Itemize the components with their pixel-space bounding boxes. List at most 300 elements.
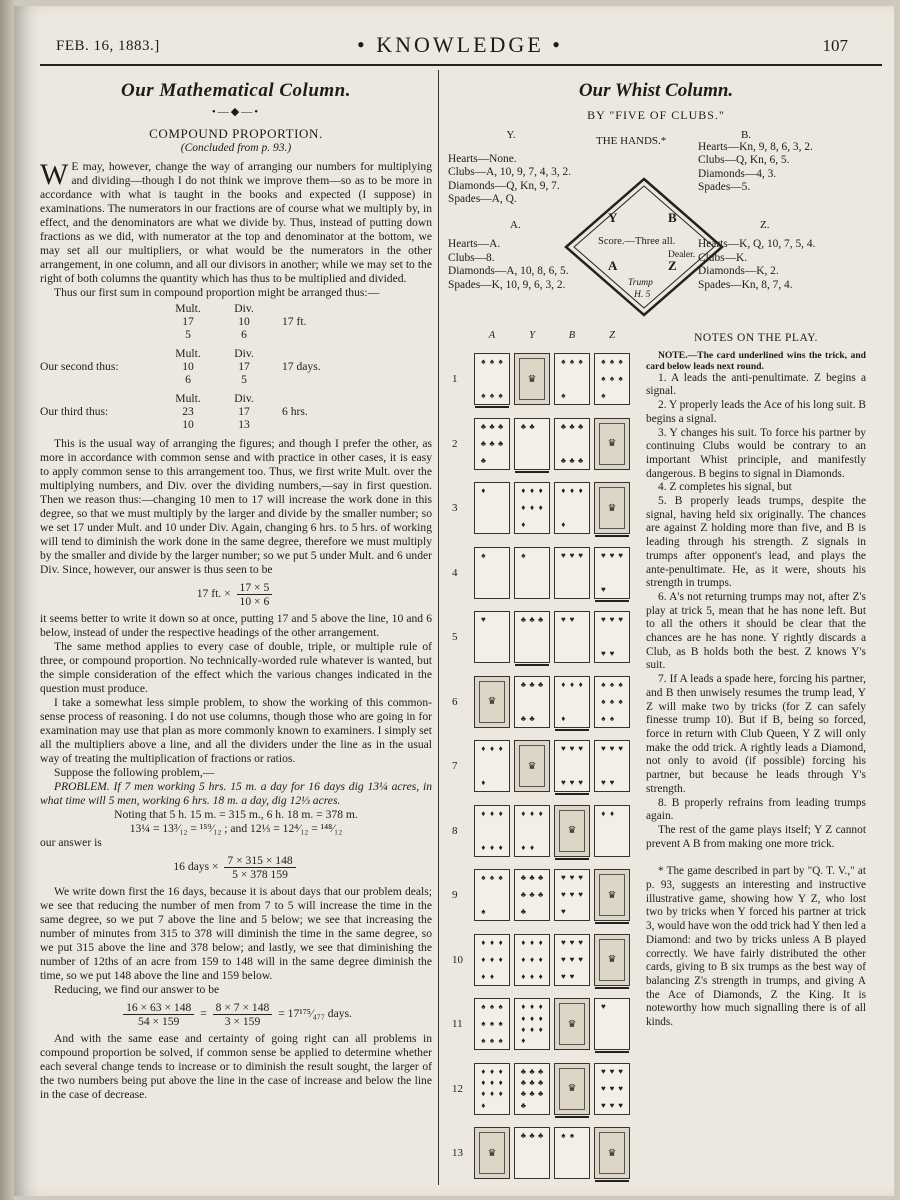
suit-pip-icon: ♥ (569, 890, 575, 900)
suit-pip-icon: ♦ (561, 486, 566, 496)
suit-pip-icon: ♥ (600, 1002, 606, 1012)
suit-pip-icon: ♦ (538, 937, 543, 947)
formula-2: 16 days × $\frac{7 \times 315 \times 148}{5 \times 378 159}$ (40, 854, 432, 881)
suit-pip-icon: ♦ (498, 954, 503, 964)
suit-pip-icon: ♦ (561, 679, 566, 689)
table-cell (40, 302, 160, 315)
suit-pip-icon: ♣ (529, 421, 535, 431)
suit-pip-icon: ♣ (529, 713, 535, 723)
suit-pip-icon: ♦ (529, 971, 535, 981)
court-figure-icon: ♛ (599, 487, 625, 529)
card-pips (519, 874, 545, 916)
suit-pip-icon: ♥ (609, 778, 615, 788)
card-pips (479, 810, 505, 852)
court-figure-icon: ♛ (599, 1132, 625, 1174)
court-figure-icon: ♛ (599, 874, 625, 916)
suit-pip-icon: ♣ (538, 1131, 544, 1141)
suit-pip-icon: ♣ (489, 438, 495, 448)
playing-card (594, 547, 630, 599)
suit-pip-icon: ♦ (538, 971, 543, 981)
suit-pip-icon: ♣ (520, 713, 526, 723)
court-card (514, 353, 550, 405)
suit-pip-icon: ♦ (521, 1036, 526, 1046)
table-cell: Our second thus: (40, 360, 119, 373)
paragraph: our answer is (40, 836, 102, 849)
drop-cap: W (40, 158, 69, 191)
play-note: The rest of the game plays itself; Y Z cannot prevent A B from making one more trick. (646, 823, 866, 850)
playing-card (514, 611, 550, 663)
suit-pip-icon: ♠ (618, 374, 623, 384)
trick-row (446, 734, 636, 799)
suit-pip-icon: ♣ (538, 873, 544, 883)
suit-pip-icon: ♦ (481, 808, 486, 818)
card-pips (479, 1003, 505, 1045)
trick-row (446, 799, 636, 864)
card-pips (519, 681, 545, 723)
suit-pip-icon: ♦ (481, 744, 486, 754)
suit-pip-icon: ♦ (529, 954, 535, 964)
hand-line: Hearts—Kn, 9, 8, 6, 3, 2. (698, 141, 813, 153)
play-note: 6. A's not returning trumps may not, after Z's play at trick 5, mean that he has none left. But to all the others it should be clear that the chances are he has none. Y rightly discards a Club, as B holds both the best. Z knows Y's suit. (646, 590, 866, 672)
table-cell: 17 (182, 315, 194, 328)
playing-card (554, 1127, 590, 1179)
table-cell: 5 (185, 328, 191, 341)
table-cell (272, 418, 432, 431)
suit-pip-icon: ♦ (538, 808, 543, 818)
table-cell (40, 418, 160, 431)
playing-card (514, 1063, 550, 1115)
play-note: 5. B properly leads trumps, despite the signal, having held six originally. The chances are against Z holding more than five, and B is leading through his strength. Z signals in trumps after opponent's lead, and plays the ante-penultimate. He, as it were, shouts his strength in trumps. (646, 495, 866, 590)
suit-pip-icon: ♣ (578, 455, 584, 465)
trick-row (446, 476, 636, 541)
suit-pip-icon: ♥ (569, 971, 575, 981)
table-cell (40, 373, 160, 386)
hand-line: Spades—A, Q. (448, 193, 517, 206)
hand-line: Clubs—A, 10, 9, 7, 4, 3, 2. (448, 166, 572, 179)
suit-pip-icon: ♥ (600, 615, 606, 625)
suit-pip-icon: ♣ (560, 455, 566, 465)
card-pips (519, 616, 545, 658)
suit-pip-icon: ♦ (481, 937, 486, 947)
playing-card (514, 805, 550, 857)
trick-number: 9 (452, 889, 458, 902)
suit-pip-icon: ♣ (538, 1089, 544, 1099)
suit-pip-icon: ♣ (538, 1078, 544, 1088)
table-cell (272, 302, 432, 315)
suit-pip-icon: ♦ (529, 1013, 535, 1023)
suit-pip-icon: ♦ (489, 1078, 495, 1088)
play-note: 7. If A leads a spade here, forcing his partner, and B then unwisely resumes the trump lead, Y Z will make two by tricks (for Z can safely finesse trump 10). But if B, being so forced, force in return with Club Queen, Y Z will only make the odd trick. A rightly leads a Diamond, not only to avoid (if possible) forcing his partner, but because he leads through Y's strength. (646, 673, 866, 795)
suit-pip-icon: ♥ (609, 550, 615, 560)
suit-pip-icon: ♥ (560, 744, 566, 754)
page-number: 107 (822, 36, 848, 55)
court-figure-icon: ♛ (599, 423, 625, 465)
table-cell: Mult. (175, 302, 201, 315)
trump-card: H. 5 (634, 290, 651, 300)
continued-note: (Concluded from p. 93.) (180, 142, 292, 154)
table-cell: Our third thus: (40, 405, 109, 418)
paragraph: Noting that 5 h. 15 m. = 315 m., 6 h. 18 m. = 378 m. (114, 808, 358, 821)
hand-line: Diamonds—K, 2. (698, 265, 779, 278)
suit-pip-icon: ♥ (480, 615, 486, 625)
suit-pip-icon: ♦ (521, 520, 526, 530)
suit-pip-icon: ♠ (481, 907, 486, 917)
playing-card (554, 547, 590, 599)
table-cell: 6 (241, 328, 247, 341)
court-figure-icon: ♛ (479, 1132, 505, 1174)
card-pips (599, 616, 625, 658)
suit-pip-icon: ♣ (520, 679, 526, 689)
hand-y (448, 153, 571, 207)
suit-pip-icon: ♦ (481, 954, 486, 964)
suit-pip-icon: ♥ (618, 1066, 624, 1076)
suit-pip-icon: ♦ (521, 503, 526, 513)
paragraph: I take a somewhat less simple problem, to show the working of this common-sense process of reasoning. I do not use columns, though those who are going in for examination may use that plan as more commonly known to examiners. I simply set all the multipliers above a line, and all the dividers under the line as in the usual way of treating the multiplication of fractions or ratios. (40, 696, 432, 765)
hand-line: Spades—K, 10, 9, 6, 3, 2. (448, 278, 566, 291)
suit-pip-icon: ♠ (481, 550, 486, 560)
court-card (594, 934, 630, 986)
suit-pip-icon: ♥ (578, 873, 584, 883)
hand-z: Z. Hearts—K, Q, 10, 7, 5, 4. Clubs—K. Diamonds—K, 2. Spades—Kn, 8, 7, 4. (698, 219, 816, 291)
suit-pip-icon: ♣ (538, 1066, 544, 1076)
playing-card (474, 482, 510, 534)
formula-3: $\frac{16 \times 63 \times 148}{54 \times 159}$ = $\frac{8 \times 7 \times 148}{3 \times 159}$ = 17¹⁷⁵⁄₄₇₇ days. (40, 1001, 432, 1028)
table-cell (40, 347, 160, 360)
card-pips (559, 423, 585, 465)
card-pips (559, 552, 585, 594)
suit-pip-icon: ♠ (481, 1002, 486, 1012)
mathematical-column (40, 72, 432, 1187)
suit-pip-icon: ♦ (481, 486, 486, 496)
suit-pip-icon: ♥ (609, 744, 615, 754)
suit-pip-icon: ♥ (618, 744, 624, 754)
suit-pip-icon: ♠ (561, 391, 566, 401)
card-pips (559, 487, 585, 529)
suit-pip-icon: ♦ (489, 808, 495, 818)
suit-pip-icon: ♠ (561, 357, 566, 367)
court-card (554, 998, 590, 1050)
suit-pip-icon: ♦ (529, 1024, 535, 1034)
suit-pip-icon: ♣ (520, 1078, 526, 1088)
paragraph: 13¼ = 13³⁄₁₂ = ¹⁵⁹⁄₁₂ ; and 12⅓ = 12⁴⁄₁₂ = ¹⁴⁸⁄₁₂ (129, 822, 343, 835)
journal-title: • KNOWLEDGE • (357, 32, 563, 57)
suit-pip-icon: ♠ (601, 374, 606, 384)
suit-pip-icon: ♣ (538, 890, 544, 900)
suit-pip-icon: ♣ (520, 421, 526, 431)
playing-card (474, 740, 510, 792)
table-cell (272, 373, 432, 386)
playing-card (474, 547, 510, 599)
paragraph: it seems better to write it down so at once, putting 17 and 5 above the line, 10 and 6 below, instead of under the respective headings of the other arrangement. (40, 612, 432, 639)
suit-pip-icon: ♦ (529, 503, 535, 513)
court-figure-icon: ♛ (479, 681, 505, 723)
suit-pip-icon: ♥ (560, 890, 566, 900)
suit-pip-icon: ♥ (600, 778, 606, 788)
play-note: 3. Y changes his suit. To force his partner by continuing Clubs would be contrary to an important Whist principle, and manifestly dangerous. B begins to signal in Diamonds. (646, 426, 866, 480)
tricks-grid (446, 330, 636, 1186)
suit-pip-icon: ♦ (538, 1013, 543, 1023)
running-head (40, 32, 880, 58)
suit-pip-icon: ♠ (609, 357, 615, 367)
playing-card (514, 998, 550, 1050)
trick-number: 11 (452, 1018, 463, 1031)
suit-pip-icon: ♦ (569, 679, 575, 689)
suit-pip-icon: ♣ (498, 438, 504, 448)
playing-card (594, 740, 630, 792)
trick-number: 7 (452, 760, 458, 773)
playing-card (514, 676, 550, 728)
suit-pip-icon: ♦ (529, 1002, 535, 1012)
suit-pip-icon: ♣ (538, 679, 544, 689)
trick-number: 1 (452, 373, 458, 386)
playing-card (514, 1127, 550, 1179)
header-rule (40, 64, 882, 66)
suit-pip-icon: ♥ (618, 1100, 624, 1110)
suit-pip-icon: ♣ (520, 873, 526, 883)
suit-pip-icon: ♦ (578, 679, 583, 689)
suit-pip-icon: ♥ (600, 584, 606, 594)
card-pips (479, 423, 505, 465)
card-pips (599, 1003, 625, 1045)
playing-card (474, 869, 510, 921)
playing-card (474, 805, 510, 857)
suit-pip-icon: ♦ (609, 808, 615, 818)
suit-pip-icon: ♥ (569, 550, 575, 560)
hands-title: THE HANDS.* (596, 135, 667, 147)
paragraph: The same method applies to every case of double, triple, or multiple rule of three, or compound proportion. No technically-worded rule whatever is wanted, but the simple consideration of the effect which the various changes indicated in the question must produce. (40, 640, 432, 695)
table-cell: 17 (238, 405, 250, 418)
playing-card (594, 805, 630, 857)
hand-line: Hearts—None. (448, 153, 517, 165)
table-cell (272, 392, 432, 405)
paragraph: Reducing, we find our answer to be (54, 983, 220, 996)
playing-card (594, 998, 630, 1050)
trick-number: 5 (452, 631, 458, 644)
card-pips (519, 423, 545, 465)
suit-pip-icon: ♦ (529, 842, 535, 852)
hand-line: Hearts—A. (448, 238, 501, 251)
table-cell: 17 ft. (282, 315, 307, 328)
suit-pip-icon: ♥ (609, 615, 615, 625)
suit-pip-icon: ♠ (609, 679, 615, 689)
trick-row (446, 412, 636, 477)
suit-pip-icon: ♥ (618, 615, 624, 625)
suit-pip-icon: ♥ (609, 1066, 615, 1076)
spacer (452, 330, 472, 341)
suit-pip-icon: ♠ (481, 873, 486, 883)
playing-card (514, 482, 550, 534)
column-heading: Our Mathematical Column. (120, 80, 352, 101)
suit-pip-icon: ♣ (520, 907, 526, 917)
suit-pip-icon: ♠ (498, 1019, 503, 1029)
trick-row (446, 992, 636, 1057)
seat-z: Z (668, 258, 677, 273)
suit-pip-icon: ♥ (600, 1100, 606, 1110)
card-pips (599, 358, 625, 400)
suit-pip-icon: ♦ (538, 486, 543, 496)
trick-number: 6 (452, 695, 458, 708)
trick-number: 8 (452, 824, 458, 837)
suit-pip-icon: ♥ (609, 1100, 615, 1110)
table-cell: Div. (234, 302, 254, 315)
playing-card (514, 869, 550, 921)
suit-pip-icon: ♠ (561, 1131, 566, 1141)
table-cell (272, 347, 432, 360)
suit-pip-icon: ♠ (489, 1002, 495, 1012)
playing-card (594, 676, 630, 728)
card-pips (559, 939, 585, 981)
card-pips (479, 552, 505, 594)
table-cell: 10 (182, 360, 194, 373)
suit-pip-icon: ♦ (489, 954, 495, 964)
suit-pip-icon: ♣ (529, 873, 535, 883)
suit-pip-icon: ♠ (601, 357, 606, 367)
court-card (594, 1127, 630, 1179)
suit-pip-icon: ♠ (489, 391, 495, 401)
card-pips (479, 874, 505, 916)
play-note: 8. B properly refrains from leading trumps again. (646, 796, 866, 823)
suit-pip-icon: ♦ (529, 937, 535, 947)
seat-y: Y (608, 210, 618, 225)
card-pips (559, 1132, 585, 1174)
suit-pip-icon: ♠ (481, 357, 486, 367)
card-pips (479, 358, 505, 400)
suit-pip-icon: ♦ (489, 937, 495, 947)
card-pips (519, 810, 545, 852)
suit-pip-icon: ♥ (560, 907, 566, 917)
notes-title: NOTES ON THE PLAY. (694, 332, 818, 344)
suit-pip-icon: ♠ (481, 1036, 486, 1046)
suit-pip-icon: ♠ (569, 357, 575, 367)
seat-b: B (668, 210, 677, 225)
suit-pip-icon: ♣ (529, 679, 535, 689)
byline: BY "FIVE OF CLUBS." (587, 108, 725, 122)
suit-pip-icon: ♣ (520, 890, 526, 900)
court-card (554, 805, 590, 857)
card-pips (559, 681, 585, 723)
suit-pip-icon: ♣ (520, 1131, 526, 1141)
suit-pip-icon: ♥ (560, 550, 566, 560)
hand-line: Diamonds—4, 3. (698, 167, 777, 180)
suit-pip-icon: ♦ (561, 520, 566, 530)
suit-pip-icon: ♠ (609, 696, 615, 706)
hand-line: Diamonds—A, 10, 8, 6, 5. (448, 265, 569, 278)
card-pips (479, 939, 505, 981)
suit-pip-icon: ♦ (521, 1024, 526, 1034)
suit-pip-icon: ♠ (498, 1002, 503, 1012)
card-pips (479, 487, 505, 529)
hand-line: Clubs—Q, Kn, 6, 5. (698, 154, 790, 167)
suit-pip-icon: ♥ (600, 744, 606, 754)
proportion-tables (40, 302, 432, 431)
suit-pip-icon: ♣ (489, 421, 495, 431)
suit-pip-icon: ♣ (520, 615, 526, 625)
suit-pip-icon: ♠ (489, 1036, 495, 1046)
court-card (554, 1063, 590, 1115)
suit-pip-icon: ♥ (618, 550, 624, 560)
suit-pip-icon: ♠ (601, 696, 606, 706)
court-card (594, 482, 630, 534)
suit-pip-icon: ♦ (538, 503, 543, 513)
player-column-head: Y (529, 330, 535, 341)
card-pips (519, 939, 545, 981)
playing-card (554, 353, 590, 405)
suit-pip-icon: ♣ (538, 615, 544, 625)
suit-pip-icon: ♠ (489, 1019, 495, 1029)
play-note: 2. Y properly leads the Ace of his long suit. B begins a signal. (646, 399, 866, 425)
card-pips (479, 745, 505, 787)
card-pips (559, 358, 585, 400)
trick-row (446, 1057, 636, 1122)
paragraph: Suppose the following problem,— (54, 766, 215, 779)
suit-pip-icon: ♦ (481, 1100, 486, 1110)
table-cell: 13 (238, 418, 250, 431)
playing-card (594, 611, 630, 663)
suit-pip-icon: ♣ (529, 1066, 535, 1076)
trick-number: 3 (452, 502, 458, 515)
trick-number: 13 (452, 1147, 463, 1160)
suit-pip-icon: ♥ (569, 937, 575, 947)
playing-card (514, 547, 550, 599)
suit-pip-icon: ♥ (560, 873, 566, 883)
suit-pip-icon: ♠ (601, 713, 606, 723)
suit-pip-icon: ♦ (521, 954, 526, 964)
court-card (594, 418, 630, 470)
suit-pip-icon: ♥ (578, 890, 584, 900)
court-card (474, 1127, 510, 1179)
suit-pip-icon: ♦ (481, 1078, 486, 1088)
suit-pip-icon: ♦ (529, 486, 535, 496)
hands-diagram (446, 129, 866, 333)
suit-pip-icon: ♦ (538, 954, 543, 964)
suit-pip-icon: ♠ (481, 1019, 486, 1029)
playing-card (474, 934, 510, 986)
court-figure-icon: ♛ (559, 810, 585, 852)
suit-pip-icon: ♥ (560, 778, 566, 788)
suit-pip-icon: ♦ (481, 778, 486, 788)
suit-pip-icon: ♣ (529, 1131, 535, 1141)
playing-card (554, 934, 590, 986)
table-cell: 6 (185, 373, 191, 386)
suit-pip-icon: ♠ (618, 357, 623, 367)
suit-pip-icon: ♦ (521, 1013, 526, 1023)
court-figure-icon: ♛ (559, 1068, 585, 1110)
suit-pip-icon: ♠ (498, 1036, 503, 1046)
table-cell: Div. (234, 347, 254, 360)
suit-pip-icon: ♦ (489, 1089, 495, 1099)
suit-pip-icon: ♥ (609, 1083, 615, 1093)
card-pips (519, 1003, 545, 1045)
playing-card (594, 353, 630, 405)
proportion-table (40, 302, 432, 341)
table-cell: 5 (241, 373, 247, 386)
proportion-table (40, 392, 432, 431)
card-pips (519, 487, 545, 529)
suit-pip-icon: ♦ (521, 1002, 526, 1012)
suit-pip-icon: ♠ (609, 374, 615, 384)
table-diamond (564, 177, 724, 317)
suit-pip-icon: ♥ (560, 954, 566, 964)
trick-row (446, 670, 636, 735)
suit-pip-icon: ♠ (601, 391, 606, 401)
suit-pip-icon: ♣ (529, 1089, 535, 1099)
page-gutter-shadow (0, 0, 14, 1200)
card-pips (599, 810, 625, 852)
suit-pip-icon: ♣ (480, 421, 486, 431)
card-pips (519, 1132, 545, 1174)
suit-pip-icon: ♦ (521, 808, 526, 818)
table-cell: Mult. (175, 392, 201, 405)
